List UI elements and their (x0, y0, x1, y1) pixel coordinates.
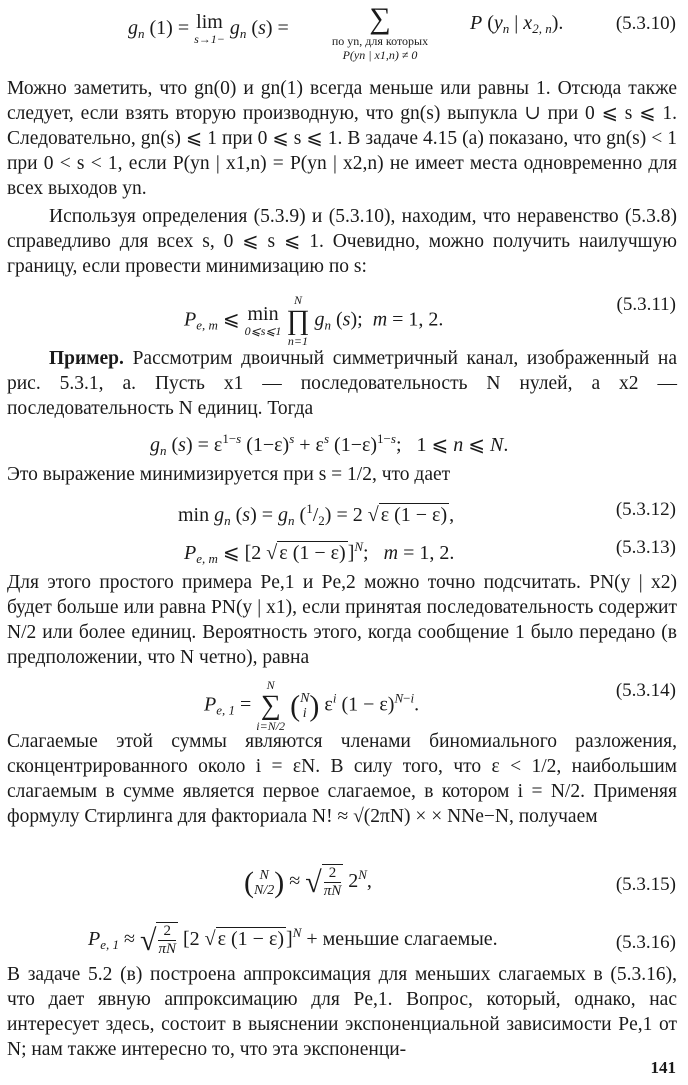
example-label: Пример. (49, 348, 124, 369)
equation-number: (5.3.12) (615, 499, 676, 520)
sum-condition-2: P(yn | x1,n) ≠ 0 (342, 48, 418, 62)
equation-5-3-15: ( N N/2 ) ≈ √ $\frac{2}{\pi N}$ $2^N$, (5.3.15) (244, 865, 676, 900)
equation-5-3-10: $g_n$ (1) = lim s→1− $g_n$ (s) = ∑ по yn, для которых P(yn | x1,n) ≠ 0 P ($y_n$ | $x_{2, n}$). (5.3.10) (128, 2, 676, 62)
example-text: Рассмотрим двоичный симметричный канал, изображенный на рис. 5.3.1, а. Пусть x1 — последовательность N нулей, а x2 — последовательность N единиц. Тогда (7, 348, 678, 419)
equation-number: (5.3.15) (615, 874, 676, 895)
paragraph-exact: Для этого простого примера Pe,1 и Pe,2 можно точно подсчитать. PN(y | x2) будет больше или равна PN(y | x1), если принятая последовательность содержит N/2 или более единиц. Вероятность этого, когда сообщение 1 было передано (в предположении, что N четно), равна (7, 572, 677, 668)
equation-5-3-16: $P_{e, 1}$ ≈ √ $\frac{2}{\pi N}$ [2 √ ε (1 − ε) ]$^N$ + меньшие слагаемые. (5.3.16) (88, 923, 676, 958)
equation-number: (5.3.11) (616, 294, 676, 315)
equation-5-3-14: $P_{e, 1}$ = N ∑ i=N/2 ( N i ) $\varepsilon^i$ $(1 - \varepsilon)^{N-i}$. (5.3.14) (204, 678, 676, 733)
equation-number: (5.3.10) (615, 13, 676, 34)
paragraph-stirling: Слагаемые этой суммы являются членами биномиального разложения, сконцентрированного около i = εN. В силу того, что ε < 1/2, наибольшим слагаемым в сумме является первое слагаемое, в котором i = N/2. Применяя формулу Стирлинга для факториала N! ≈ √(2πN) × × NNe−N, получаем (7, 731, 677, 827)
paragraph-example (7, 346, 677, 421)
paragraph-minimize: Это выражение минимизируется при s = 1/2, что дает (7, 464, 451, 485)
equation-5-3-13: $P_{e, m}$ ⩽ [2 √ ε (1 − ε) ]$^N$; m = 1, 2. (5.3.13) (184, 537, 676, 566)
equation-5-3-12: $\min g_n$ $(s) = g_n$ $(^1/_2) = 2$ √ ε (1 − ε) , (5.3.12) (178, 499, 676, 528)
paragraph-convexity: Можно заметить, что gn(0) и gn(1) всегда меньше или равны 1. Отсюда также следует, если взять вторую производную, что gn(s) выпукла ∪ при 0 ⩽ s ⩽ 1. Следовательно, gn(s) ⩽ 1 при 0 ⩽ s ⩽ 1. В задаче 4.15 (а) показано, что gn(s) < 1 при 0 < s < 1, если P(yn | x1,n) = P(yn | x2,n) не имеет места одновременно для всех выходов yn. (7, 78, 677, 199)
equation-number: (5.3.14) (615, 680, 676, 701)
equation-gn: $g_n$ $(s) = \varepsilon^{1-s}$ $(1-\varepsilon)^s + \varepsilon^s$ $(1-\varepsilon)^{1-s}$; 1 ⩽ n ⩽ N. (150, 431, 509, 458)
equation-number: (5.3.16) (615, 932, 676, 953)
equation-5-3-11: $P_{e, m}$ ⩽ min 0⩽s⩽1 N ∏ n=1 $g_n$ (s); m = 1, 2. (5.3.11) (184, 293, 676, 348)
paragraph-approximation: В задаче 5.2 (в) построена аппроксимация для меньших слагаемых в (5.3.16), что дает явную аппроксимацию для Pe,1. Вопрос, который, однако, нас интересует здесь, состоит в выяснении экспоненциальной зависимости Pe,1 от N; нам также интересно то, что эта экспоненци- (7, 964, 677, 1060)
paragraph-definitions: Используя определения (5.3.9) и (5.3.10), находим, что неравенство (5.3.8) справедливо для всех s, 0 ⩽ s ⩽ 1. Очевидно, можно получить наилучшую границу, если провести минимизацию по s: (7, 206, 677, 277)
equation-number: (5.3.13) (615, 537, 676, 558)
page-number: 141 (650, 1058, 676, 1077)
sum-condition-1: по yn, для которых (331, 34, 429, 48)
smaller-terms: + меньшие слагаемые. (306, 928, 498, 951)
